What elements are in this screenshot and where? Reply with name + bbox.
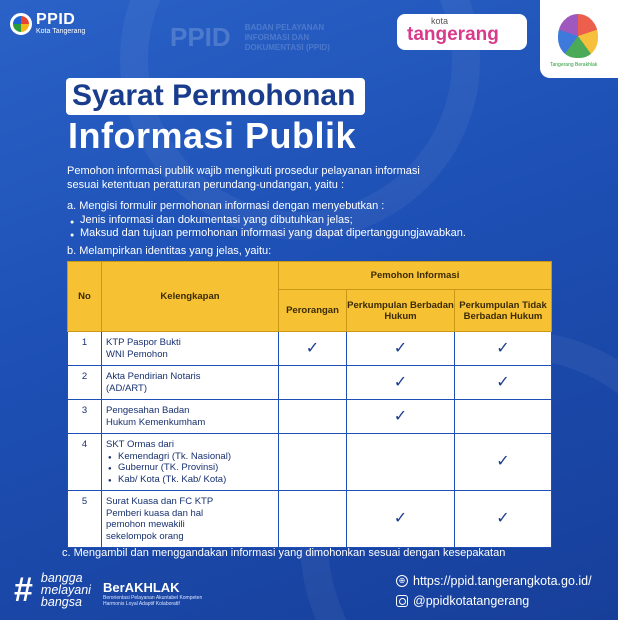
instagram-row[interactable] [396, 594, 592, 608]
checkmark-icon: ✓ [393, 407, 408, 425]
table-row [68, 366, 552, 400]
intro-line: Pemohon informasi publik wajib mengikuti prosedur pelayanan informasi [67, 165, 420, 177]
check-cell [279, 332, 347, 366]
emblem-icon [558, 14, 598, 58]
requirement-bullet: ● Kab/ Kota (Tk. Kab/ Kota) [106, 474, 274, 486]
row-requirement [102, 400, 279, 434]
watermark-line: INFORMASI DAN [244, 32, 310, 42]
website-link[interactable]: https://ppid.tangerangkota.go.id/ [413, 574, 592, 588]
table-row [68, 400, 552, 434]
watermark-title: PPID [170, 22, 231, 52]
check-cell [347, 366, 455, 400]
kota-label: kota [431, 16, 449, 26]
row-requirement [102, 491, 279, 548]
berakhlak-subtitle: Berorientasi Pelayanan Akuntabel Kompeten Harmonis Loyal Adaptif Kolaboratif [103, 595, 203, 607]
contact-info [396, 574, 592, 614]
ppid-logo-icon [10, 13, 32, 35]
header-tidak-berbadan-hukum: Perkumpulan Tidak Berbadan Hukum [455, 290, 552, 332]
checkmark-icon: ✓ [393, 510, 408, 528]
emblem-caption: Tangerang Berakhlak [550, 62, 598, 68]
checkmark-icon: ✓ [496, 453, 510, 471]
intro-line: sesuai ketentuan peraturan perundang-undangan, yaitu : [67, 178, 345, 191]
table-row [68, 332, 552, 366]
requirement-line: Pemberi kuasa dan hal [106, 507, 204, 519]
check-cell [347, 491, 455, 548]
check-cell [455, 491, 552, 548]
globe-icon: ⊕ [396, 575, 408, 587]
table-row [68, 491, 552, 548]
website-row[interactable] [396, 574, 592, 588]
hashtag-logo [14, 572, 91, 608]
kota-tangerang-logo [397, 14, 527, 50]
requirement-line: WNI Pemohon [106, 348, 168, 360]
hashtag-line: bangsa [40, 595, 82, 609]
check-cell [347, 332, 455, 366]
checkmark-icon: ✓ [393, 339, 408, 357]
row-number: 2 [68, 366, 102, 400]
requirement-bullet: ● Kemendagri (Tk. Nasional) [106, 451, 274, 463]
check-cell [455, 400, 552, 434]
checkmark-icon: ✓ [305, 339, 320, 357]
kota-name: tangerang [407, 24, 499, 45]
ppid-logo-sub: Kota Tangerang [36, 28, 86, 35]
requirement-line: (AD/ART) [106, 382, 147, 394]
section-b-heading: b. Melampirkan identitas yang jelas, yaitu: [67, 245, 272, 257]
row-requirement [102, 332, 279, 366]
watermark-lines [245, 23, 330, 53]
ppid-logo [10, 12, 85, 35]
requirement-line: Surat Kuasa dan FC KTP [106, 496, 214, 507]
requirement-line: sekelompok orang [106, 530, 184, 542]
check-cell [347, 400, 455, 434]
row-requirement [102, 434, 279, 491]
checkmark-icon: ✓ [496, 339, 510, 357]
checkmark-icon: ✓ [496, 373, 510, 391]
watermark-line: DOKUMENTASI (PPID) [244, 42, 330, 52]
header-berbadan-hukum: Perkumpulan Berbadan Hukum [347, 290, 455, 332]
requirement-line: pemohon mewakili [106, 519, 185, 530]
check-cell [279, 434, 347, 491]
instagram-handle[interactable]: @ppidkotatangerang [413, 594, 530, 608]
table-row [68, 434, 552, 491]
check-cell [455, 332, 552, 366]
section-a-heading: a. Mengisi formulir permohonan informasi dengan menyebutkan : [67, 200, 385, 212]
city-emblem [540, 0, 618, 78]
header-pemohon-informasi: Pemohon Informasi [279, 262, 552, 290]
row-number: 4 [68, 434, 102, 491]
header-kelengkapan: Kelengkapan [102, 262, 279, 332]
header-perorangan: Perorangan [279, 290, 347, 332]
row-number: 1 [68, 332, 102, 366]
hashtag-icon: # [14, 571, 33, 609]
check-cell [279, 400, 347, 434]
berakhlak-title: BerAKHLAK [103, 580, 180, 595]
check-cell [347, 434, 455, 491]
check-cell [279, 491, 347, 548]
ppid-watermark [170, 22, 330, 53]
requirement-line: Hukum Kemenkumham [106, 416, 206, 428]
requirement-line: Akta Pendirian Notaris [106, 371, 201, 382]
requirement-bullet: ● Gubernur (TK. Provinsi) [106, 462, 274, 474]
watermark-line: BADAN PELAYANAN [244, 22, 325, 32]
checkmark-icon: ✓ [496, 510, 510, 528]
check-cell [455, 434, 552, 491]
check-cell [455, 366, 552, 400]
requirement-line: Pengesahan Badan [106, 405, 190, 416]
checkmark-icon: ✓ [393, 373, 408, 391]
page-title-line1: Syarat Permohonan [66, 78, 365, 115]
header-no: No [68, 262, 102, 332]
row-number: 3 [68, 400, 102, 434]
check-cell [279, 366, 347, 400]
section-a-bullet: ● Maksud dan tujuan permohonan informasi yang dapat dipertanggungjawabkan. [67, 227, 567, 241]
instagram-icon [396, 595, 408, 607]
ppid-logo-text: PPID [36, 11, 76, 28]
berakhlak-logo [103, 580, 203, 607]
hashtag-line: bangga [40, 571, 83, 585]
page-title-line2: Informasi Publik [68, 115, 357, 156]
row-requirement [102, 366, 279, 400]
section-a [67, 200, 567, 241]
row-number: 5 [68, 491, 102, 548]
requirements-table [67, 261, 552, 548]
hashtag-text [41, 572, 91, 608]
requirement-line: SKT Ormas dari [106, 439, 174, 450]
hashtag-line: melayani [40, 583, 91, 597]
section-c-text: c. Mengambil dan menggandakan informasi yang dimohonkan sesuai dengan kesepakatan [62, 547, 506, 559]
section-a-bullet: ● Jenis informasi dan dokumentasi yang dibutuhkan jelas; [67, 214, 567, 228]
intro-paragraph [67, 165, 527, 192]
requirement-line: KTP Paspor Bukti [106, 337, 181, 348]
